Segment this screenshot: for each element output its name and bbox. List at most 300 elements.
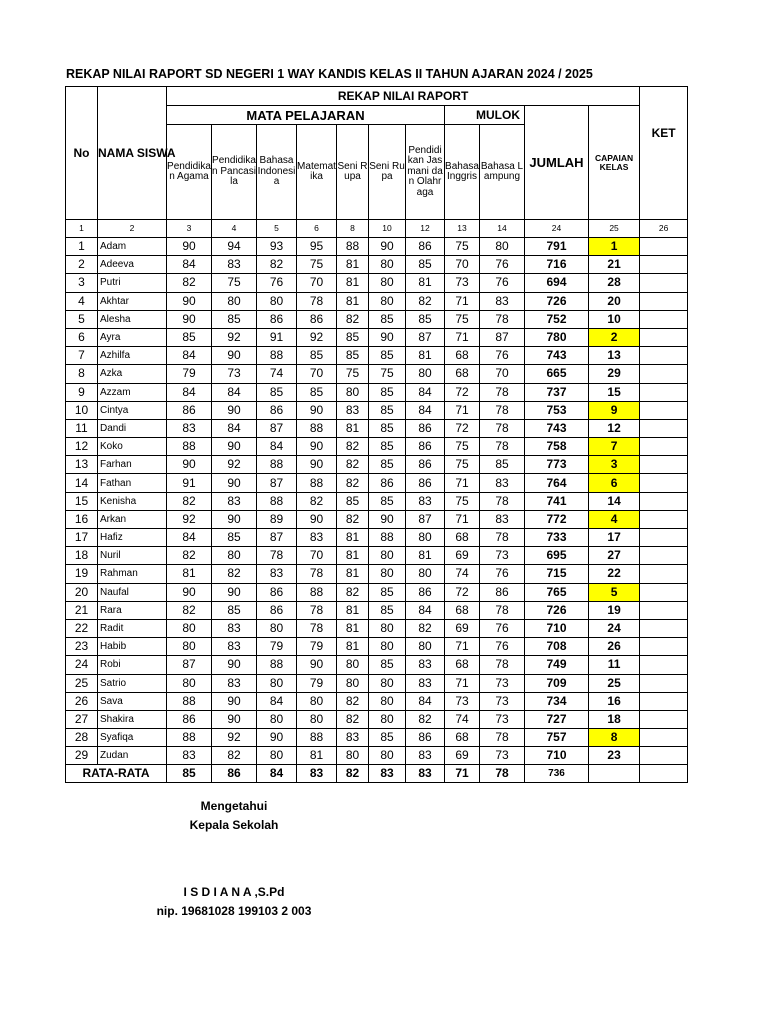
ket-cell [640, 438, 688, 456]
signature-mengetahui: Mengetahui [200, 799, 268, 813]
ket-cell [640, 310, 688, 328]
score-cell: 88 [257, 656, 297, 674]
average-ket-cell [640, 765, 688, 783]
score-cell: 70 [297, 365, 337, 383]
score-cell: 86 [257, 601, 297, 619]
jumlah-cell: 726 [525, 292, 589, 310]
ket-cell [640, 674, 688, 692]
score-cell: 78 [297, 565, 337, 583]
score-cell: 85 [212, 529, 257, 547]
header-nama-siswa: NAMA SISWA [98, 87, 167, 220]
score-cell: 73 [480, 547, 525, 565]
score-cell: 83 [337, 729, 369, 747]
score-cell: 80 [257, 619, 297, 637]
score-cell: 93 [257, 238, 297, 256]
student-name: Robi [98, 656, 167, 674]
score-cell: 83 [480, 510, 525, 528]
jumlah-cell: 727 [525, 710, 589, 728]
score-cell: 82 [212, 565, 257, 583]
score-cell: 68 [445, 347, 480, 365]
ket-cell [640, 474, 688, 492]
score-cell: 89 [257, 510, 297, 528]
score-cell: 90 [369, 238, 406, 256]
student-name: Arkan [98, 510, 167, 528]
score-cell: 81 [406, 347, 445, 365]
score-cell: 82 [337, 474, 369, 492]
capaian-cell: 16 [589, 692, 640, 710]
score-cell: 81 [337, 256, 369, 274]
header-subject: Pendidikan Agama [167, 125, 212, 220]
jumlah-cell: 743 [525, 347, 589, 365]
score-cell: 79 [167, 365, 212, 383]
score-cell: 86 [406, 438, 445, 456]
score-cell: 75 [297, 256, 337, 274]
column-index: 24 [525, 220, 589, 238]
score-cell: 80 [337, 747, 369, 765]
student-no: 23 [66, 638, 98, 656]
score-cell: 84 [406, 401, 445, 419]
score-cell: 82 [337, 692, 369, 710]
average-capaian-cell [589, 765, 640, 783]
score-cell: 90 [297, 656, 337, 674]
score-cell: 87 [480, 328, 525, 346]
capaian-cell: 18 [589, 710, 640, 728]
score-cell: 86 [406, 419, 445, 437]
student-no: 28 [66, 729, 98, 747]
jumlah-cell: 708 [525, 638, 589, 656]
score-cell: 90 [167, 583, 212, 601]
score-cell: 85 [212, 310, 257, 328]
header-subject: Matematika [297, 125, 337, 220]
student-no: 21 [66, 601, 98, 619]
score-cell: 92 [167, 510, 212, 528]
ket-cell [640, 692, 688, 710]
student-no: 26 [66, 692, 98, 710]
ket-cell [640, 565, 688, 583]
score-cell: 85 [337, 492, 369, 510]
column-index: 4 [212, 220, 257, 238]
table-row [66, 565, 688, 583]
score-cell: 84 [406, 383, 445, 401]
score-cell: 78 [297, 619, 337, 637]
capaian-cell: 9 [589, 401, 640, 419]
table-row [66, 310, 688, 328]
ket-cell [640, 729, 688, 747]
score-cell: 82 [167, 274, 212, 292]
student-name: Syafiqa [98, 729, 167, 747]
ket-cell [640, 656, 688, 674]
score-cell: 76 [480, 619, 525, 637]
jumlah-cell: 710 [525, 747, 589, 765]
student-no: 11 [66, 419, 98, 437]
jumlah-cell: 758 [525, 438, 589, 456]
average-score-cell: 85 [167, 765, 212, 783]
jumlah-cell: 734 [525, 692, 589, 710]
average-score-cell: 86 [212, 765, 257, 783]
average-score-cell: 84 [257, 765, 297, 783]
capaian-cell: 20 [589, 292, 640, 310]
jumlah-cell: 695 [525, 547, 589, 565]
student-name: Koko [98, 438, 167, 456]
score-cell: 81 [337, 292, 369, 310]
student-no: 29 [66, 747, 98, 765]
score-cell: 68 [445, 656, 480, 674]
score-cell: 79 [257, 638, 297, 656]
score-cell: 90 [212, 510, 257, 528]
jumlah-cell: 791 [525, 238, 589, 256]
capaian-cell: 13 [589, 347, 640, 365]
score-cell: 92 [212, 456, 257, 474]
score-cell: 84 [212, 419, 257, 437]
average-score-cell: 82 [337, 765, 369, 783]
header-subject: Pendidikan Jasmani dan Olahraga [406, 125, 445, 220]
score-cell: 80 [369, 692, 406, 710]
column-index: 14 [480, 220, 525, 238]
score-cell: 80 [212, 292, 257, 310]
table-row [66, 619, 688, 637]
score-cell: 85 [369, 438, 406, 456]
ket-cell [640, 401, 688, 419]
jumlah-cell: 741 [525, 492, 589, 510]
table-row [66, 638, 688, 656]
score-cell: 90 [212, 583, 257, 601]
score-cell: 84 [257, 692, 297, 710]
score-cell: 78 [480, 601, 525, 619]
score-cell: 78 [480, 438, 525, 456]
table-row [66, 328, 688, 346]
column-index: 3 [167, 220, 212, 238]
score-cell: 71 [445, 674, 480, 692]
score-cell: 75 [212, 274, 257, 292]
student-name: Azka [98, 365, 167, 383]
jumlah-cell: 773 [525, 456, 589, 474]
score-cell: 78 [480, 401, 525, 419]
ket-cell [640, 529, 688, 547]
grade-table [65, 86, 688, 783]
score-cell: 79 [297, 638, 337, 656]
score-cell: 84 [167, 256, 212, 274]
score-cell: 86 [369, 474, 406, 492]
student-no: 4 [66, 292, 98, 310]
score-cell: 88 [297, 729, 337, 747]
score-cell: 72 [445, 419, 480, 437]
average-row [66, 765, 688, 783]
jumlah-cell: 694 [525, 274, 589, 292]
score-cell: 85 [369, 729, 406, 747]
ket-cell [640, 583, 688, 601]
score-cell: 83 [297, 529, 337, 547]
score-cell: 86 [406, 238, 445, 256]
score-cell: 73 [445, 274, 480, 292]
score-cell: 83 [406, 656, 445, 674]
score-cell: 74 [445, 710, 480, 728]
score-cell: 90 [369, 328, 406, 346]
score-cell: 82 [167, 547, 212, 565]
table-row [66, 347, 688, 365]
score-cell: 82 [337, 310, 369, 328]
table-row [66, 419, 688, 437]
capaian-cell: 4 [589, 510, 640, 528]
student-name: Farhan [98, 456, 167, 474]
column-index: 10 [369, 220, 406, 238]
score-cell: 86 [297, 310, 337, 328]
jumlah-cell: 716 [525, 256, 589, 274]
ket-cell [640, 510, 688, 528]
score-cell: 82 [337, 710, 369, 728]
table-row [66, 292, 688, 310]
score-cell: 71 [445, 401, 480, 419]
column-index: 2 [98, 220, 167, 238]
score-cell: 83 [212, 256, 257, 274]
score-cell: 88 [167, 438, 212, 456]
score-cell: 92 [297, 328, 337, 346]
score-cell: 83 [212, 492, 257, 510]
score-cell: 90 [297, 401, 337, 419]
student-name: Sava [98, 692, 167, 710]
score-cell: 80 [167, 619, 212, 637]
student-name: Radit [98, 619, 167, 637]
capaian-cell: 5 [589, 583, 640, 601]
header-no: No [66, 87, 98, 220]
score-cell: 87 [406, 328, 445, 346]
score-cell: 75 [445, 456, 480, 474]
student-name: Azhilfa [98, 347, 167, 365]
score-cell: 68 [445, 729, 480, 747]
capaian-cell: 1 [589, 238, 640, 256]
score-cell: 78 [480, 656, 525, 674]
table-row [66, 274, 688, 292]
score-cell: 88 [167, 692, 212, 710]
table-row [66, 456, 688, 474]
score-cell: 80 [406, 638, 445, 656]
score-cell: 90 [297, 456, 337, 474]
capaian-cell: 17 [589, 529, 640, 547]
score-cell: 84 [167, 347, 212, 365]
score-cell: 80 [369, 747, 406, 765]
score-cell: 80 [369, 565, 406, 583]
capaian-cell: 2 [589, 328, 640, 346]
average-score-cell: 83 [369, 765, 406, 783]
header-ket: KET [640, 87, 688, 220]
score-cell: 80 [369, 274, 406, 292]
score-cell: 82 [337, 510, 369, 528]
table-row [66, 547, 688, 565]
student-name: Nuril [98, 547, 167, 565]
ket-cell [640, 274, 688, 292]
score-cell: 85 [480, 456, 525, 474]
score-cell: 82 [257, 256, 297, 274]
score-cell: 86 [167, 401, 212, 419]
student-no: 19 [66, 565, 98, 583]
student-name: Ayra [98, 328, 167, 346]
student-no: 20 [66, 583, 98, 601]
score-cell: 84 [257, 438, 297, 456]
header-subject: Bahasa Lampung [480, 125, 525, 220]
score-cell: 83 [406, 492, 445, 510]
score-cell: 90 [212, 438, 257, 456]
table-row [66, 729, 688, 747]
header-jumlah: JUMLAH [525, 106, 589, 220]
score-cell: 87 [257, 474, 297, 492]
score-cell: 85 [369, 656, 406, 674]
score-cell: 83 [406, 674, 445, 692]
score-cell: 80 [337, 656, 369, 674]
student-name: Naufal [98, 583, 167, 601]
score-cell: 81 [337, 547, 369, 565]
score-cell: 86 [257, 310, 297, 328]
jumlah-cell: 665 [525, 365, 589, 383]
score-cell: 85 [212, 601, 257, 619]
score-cell: 79 [297, 674, 337, 692]
score-cell: 84 [167, 383, 212, 401]
student-name: Hafiz [98, 529, 167, 547]
header-subject: Bahasa Inggris [445, 125, 480, 220]
average-jumlah-cell: 736 [525, 765, 589, 783]
column-index: 1 [66, 220, 98, 238]
score-cell: 70 [297, 547, 337, 565]
student-no: 16 [66, 510, 98, 528]
score-cell: 85 [337, 347, 369, 365]
student-no: 1 [66, 238, 98, 256]
signature-name: I S D I A N A ,S.Pd [183, 885, 285, 899]
score-cell: 86 [167, 710, 212, 728]
capaian-cell: 15 [589, 383, 640, 401]
student-no: 18 [66, 547, 98, 565]
score-cell: 71 [445, 474, 480, 492]
student-no: 9 [66, 383, 98, 401]
score-cell: 73 [480, 692, 525, 710]
score-cell: 80 [257, 674, 297, 692]
capaian-cell: 27 [589, 547, 640, 565]
score-cell: 86 [406, 456, 445, 474]
score-cell: 90 [257, 729, 297, 747]
score-cell: 75 [369, 365, 406, 383]
column-index: 26 [640, 220, 688, 238]
capaian-cell: 21 [589, 256, 640, 274]
student-no: 10 [66, 401, 98, 419]
column-index: 5 [257, 220, 297, 238]
capaian-cell: 8 [589, 729, 640, 747]
header-mulok: MULOK [445, 106, 525, 125]
score-cell: 83 [480, 474, 525, 492]
student-no: 24 [66, 656, 98, 674]
score-cell: 88 [297, 583, 337, 601]
capaian-cell: 22 [589, 565, 640, 583]
ket-cell [640, 638, 688, 656]
score-cell: 80 [369, 256, 406, 274]
table-row [66, 510, 688, 528]
score-cell: 83 [167, 419, 212, 437]
score-cell: 86 [406, 474, 445, 492]
score-cell: 81 [406, 274, 445, 292]
ket-cell [640, 383, 688, 401]
score-cell: 91 [257, 328, 297, 346]
score-cell: 80 [369, 638, 406, 656]
student-no: 22 [66, 619, 98, 637]
score-cell: 85 [337, 328, 369, 346]
table-row [66, 747, 688, 765]
score-cell: 80 [337, 383, 369, 401]
score-cell: 76 [480, 347, 525, 365]
table-row [66, 474, 688, 492]
capaian-cell: 23 [589, 747, 640, 765]
table-row [66, 492, 688, 510]
table-row [66, 365, 688, 383]
score-cell: 85 [369, 347, 406, 365]
score-cell: 87 [406, 510, 445, 528]
score-cell: 82 [167, 492, 212, 510]
capaian-cell: 12 [589, 419, 640, 437]
table-row [66, 438, 688, 456]
ket-cell [640, 328, 688, 346]
header-capaian-kelas: CAPAIAN KELAS [589, 106, 640, 220]
score-cell: 80 [167, 638, 212, 656]
average-score-cell: 83 [297, 765, 337, 783]
score-cell: 88 [337, 238, 369, 256]
student-name: Alesha [98, 310, 167, 328]
score-cell: 70 [297, 274, 337, 292]
score-cell: 84 [406, 601, 445, 619]
student-no: 12 [66, 438, 98, 456]
table-row [66, 256, 688, 274]
score-cell: 81 [337, 419, 369, 437]
student-name: Rahman [98, 565, 167, 583]
score-cell: 86 [480, 583, 525, 601]
score-cell: 88 [257, 492, 297, 510]
score-cell: 80 [257, 710, 297, 728]
score-cell: 84 [167, 529, 212, 547]
capaian-cell: 19 [589, 601, 640, 619]
document-title: REKAP NILAI RAPORT SD NEGERI 1 WAY KANDIS KELAS II TAHUN AJARAN 2024 / 2025 [66, 66, 593, 81]
score-cell: 90 [212, 656, 257, 674]
score-cell: 76 [480, 256, 525, 274]
score-cell: 76 [480, 274, 525, 292]
score-cell: 86 [257, 583, 297, 601]
score-cell: 68 [445, 365, 480, 383]
student-no: 8 [66, 365, 98, 383]
score-cell: 78 [297, 601, 337, 619]
score-cell: 81 [167, 565, 212, 583]
table-row [66, 383, 688, 401]
score-cell: 85 [369, 383, 406, 401]
ket-cell [640, 347, 688, 365]
score-cell: 85 [257, 383, 297, 401]
student-no: 15 [66, 492, 98, 510]
score-cell: 80 [369, 292, 406, 310]
score-cell: 90 [212, 347, 257, 365]
table-row [66, 692, 688, 710]
table-row [66, 529, 688, 547]
score-cell: 88 [297, 474, 337, 492]
score-cell: 78 [480, 729, 525, 747]
score-cell: 80 [257, 292, 297, 310]
score-cell: 75 [445, 492, 480, 510]
score-cell: 87 [257, 419, 297, 437]
score-cell: 90 [297, 510, 337, 528]
score-cell: 81 [337, 565, 369, 583]
jumlah-cell: 737 [525, 383, 589, 401]
score-cell: 82 [337, 583, 369, 601]
student-name: Fathan [98, 474, 167, 492]
ket-cell [640, 456, 688, 474]
jumlah-cell: 752 [525, 310, 589, 328]
jumlah-cell: 709 [525, 674, 589, 692]
jumlah-cell: 757 [525, 729, 589, 747]
score-cell: 68 [445, 601, 480, 619]
capaian-cell: 26 [589, 638, 640, 656]
score-cell: 85 [369, 310, 406, 328]
table-row [66, 674, 688, 692]
